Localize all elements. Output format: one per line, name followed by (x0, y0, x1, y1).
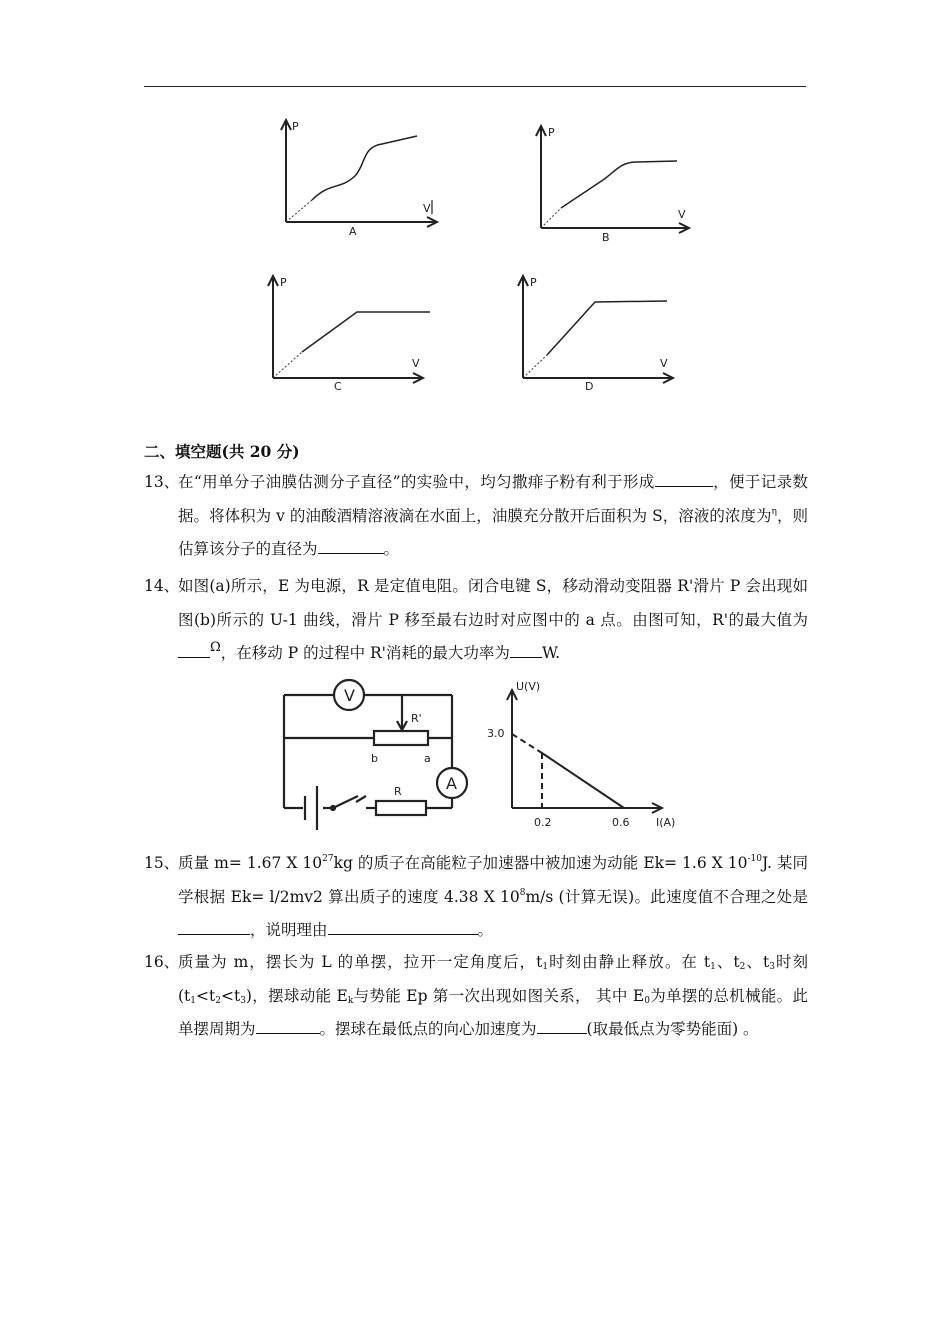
x-axis-label: V (412, 357, 420, 370)
question-15: 15、 质量 m= 1.67 X $10^{27}kg$ 的质子在高能粒子加速器中被加速为动能 Ek= 1.6 X $10^{-10}J$. 某同学根据 Ek= l/2mv2 算出质子的速度 4.38 X $10^8m/s$ (计算无误)。此速度值不合理之处是，说明理由 。 (144, 847, 808, 948)
end-a-label: a (424, 752, 431, 765)
x-axis-label: V (423, 202, 431, 215)
ammeter-label: A (446, 774, 457, 793)
curve-a (312, 136, 417, 200)
ui-y-tick: 3.0 (487, 727, 505, 740)
rheostat-icon (374, 731, 428, 745)
y-axis-label: P (530, 276, 537, 289)
question-number: 13、 (144, 473, 180, 491)
ui-x-tick-2: 0.6 (612, 816, 630, 829)
question-13: 13、 在“用单分子油膜估测分子直径”的实验中，均匀撒痱子粉有利于形成 ，便于记录数据。将体积为 v 的油酸酒精溶液滴在水面上，油膜充分散开后面积为 S，溶液的浓度为$^\eta$，则估算该分子的直径为 。 (144, 466, 808, 567)
answer-blank[interactable] (537, 1018, 587, 1034)
graph-label: C (334, 380, 342, 393)
rheostat-label: R' (411, 712, 422, 725)
curve-d (547, 301, 667, 355)
ui-x-label: I(A) (656, 816, 676, 829)
question-number: 14、 (144, 577, 180, 595)
section-title: 二、填空题(共 20 分) (144, 442, 300, 461)
graph-label: A (349, 225, 357, 238)
y-axis-label: P (292, 120, 299, 133)
ui-solid-line (542, 753, 624, 808)
answer-blank[interactable] (178, 919, 250, 935)
answer-blank[interactable] (256, 1018, 320, 1034)
graph-d (507, 270, 687, 400)
y-axis-label: P (548, 126, 555, 139)
dashed-extension (286, 200, 312, 222)
question-16: 16、 质量为 m，摆长为 L 的单摆，拉开一定角度后，$t_1$时刻由静止释放。在 $t_1$、$t_2$、$t_3$时刻$(t_1<t_2<t_3)$，摆球动能 $E_k$与势能 Ep 第一次出现如图关系， 其中 $E_0$为单摆的总机械能。此单摆周期为 。摆球在最低点的向心加速度为 (取最低点为零势能面) 。 (144, 946, 808, 1047)
graph-label: D (585, 380, 594, 393)
eta-symbol: η (771, 506, 777, 517)
answer-blank[interactable] (318, 538, 384, 554)
graph-b (525, 118, 705, 248)
answer-blank[interactable] (510, 642, 542, 658)
ohm-symbol: Ω (210, 640, 221, 655)
ui-y-label: U(V) (516, 680, 541, 693)
y-axis-label: P (280, 276, 287, 289)
end-b-label: b (371, 752, 378, 765)
dashed-extension (273, 352, 302, 378)
dashed-extension (523, 355, 547, 378)
answer-blank[interactable] (178, 642, 210, 658)
resistor-icon (376, 801, 426, 815)
question-number: 16、 (144, 953, 180, 971)
graph-label: B (602, 231, 610, 244)
ui-graph (487, 680, 675, 829)
question-number: 15、 (144, 854, 180, 872)
question-14: 14、 如图(a)所示，E 为电源，R 是定值电阻。闭合电键 S，移动滑动变阻器 R'滑片 P 会出现如图(b)所示的 U-1 曲线，滑片 P 移至最右边时对应图中的 a 点。由图可知，R'的最大值为$^\Omega$，在移动 P 的过程中 R'消耗的最大功率为 W. (144, 570, 808, 671)
circuit-figure (278, 678, 698, 840)
answer-blank[interactable] (655, 471, 713, 487)
x-axis-label: V (678, 208, 686, 221)
ui-dashed-line (512, 734, 542, 753)
graph-c (257, 270, 437, 400)
resistor-label: R (394, 785, 402, 798)
voltmeter-label: V (344, 686, 355, 705)
dashed-extension (541, 208, 561, 228)
ui-x-tick-1: 0.2 (534, 816, 552, 829)
curve-c (302, 312, 430, 352)
header-rule (144, 86, 806, 87)
x-axis-label: V (660, 357, 668, 370)
answer-blank[interactable] (328, 919, 478, 935)
graph-a (270, 112, 450, 242)
curve-b (561, 161, 677, 208)
